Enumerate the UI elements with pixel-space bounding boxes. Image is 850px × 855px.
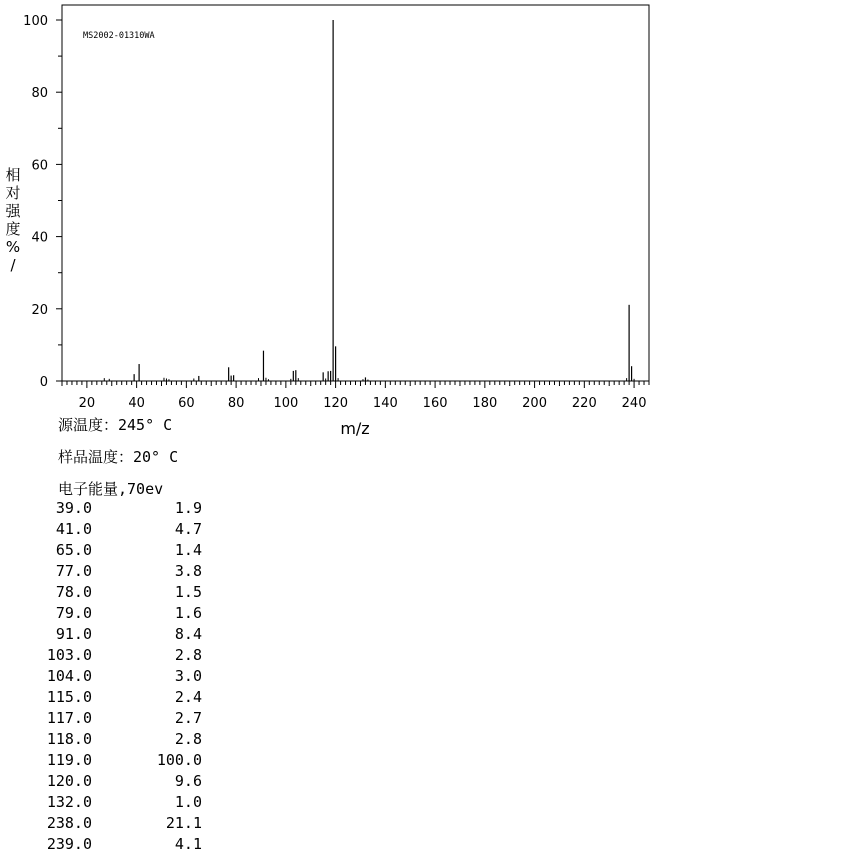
peak-table xyxy=(20,498,202,855)
spectrum-id: MS2002-01310WA xyxy=(83,31,155,41)
x-tick-label: 100 xyxy=(273,396,299,411)
peak-intensity-value: 1.5 xyxy=(174,583,202,601)
peak-mz-value: 119.0 xyxy=(46,751,92,769)
peak-intensity-value: 2.8 xyxy=(174,730,202,748)
peak-table-row xyxy=(20,666,202,687)
peak-intensity-value: 9.6 xyxy=(174,772,202,790)
peak-table-row xyxy=(20,708,202,729)
peak-mz-value: 104.0 xyxy=(46,667,92,685)
peak-mz-value: 41.0 xyxy=(55,520,92,538)
peak-intensity-value: 3.0 xyxy=(174,667,202,685)
peak-table-row xyxy=(20,624,202,645)
peak-table-row xyxy=(20,603,202,624)
peak-intensity-value: 1.6 xyxy=(174,604,202,622)
y-axis-label xyxy=(5,166,21,274)
x-axis xyxy=(62,381,649,411)
y-tick-label: 40 xyxy=(31,230,48,246)
peak-intensity-value: 3.8 xyxy=(174,562,202,580)
source-temperature: 源温度：245° C xyxy=(58,416,173,434)
peak-intensity-value: 4.7 xyxy=(174,520,202,538)
peak-intensity-value: 1.0 xyxy=(174,793,202,811)
peak-mz-value: 77.0 xyxy=(55,562,92,580)
peak-mz-value: 117.0 xyxy=(46,709,92,727)
y-tick-label: 80 xyxy=(31,86,48,102)
y-axis xyxy=(23,14,62,390)
peak-mz-value: 238.0 xyxy=(46,814,92,832)
y-tick-label: 100 xyxy=(23,14,48,29)
peak-bars xyxy=(104,20,634,381)
x-tick-label: 140 xyxy=(372,396,398,411)
peak-intensity-value: 2.4 xyxy=(174,688,202,706)
y-tick-label: 0 xyxy=(39,375,48,390)
x-tick-label: 80 xyxy=(227,396,245,411)
y-tick-label: 60 xyxy=(31,158,48,174)
x-tick-label: 240 xyxy=(621,396,647,411)
peak-intensity-value: 4.1 xyxy=(174,835,202,853)
peak-table-row xyxy=(20,498,202,519)
peak-mz-value: 91.0 xyxy=(55,625,92,643)
peak-mz-value: 79.0 xyxy=(55,604,92,622)
x-tick-label: 220 xyxy=(571,396,597,411)
peak-table-row xyxy=(20,561,202,582)
y-label-char: % xyxy=(5,238,21,256)
x-tick-label: 20 xyxy=(78,396,96,411)
peak-table-row xyxy=(20,813,202,834)
y-label-char: 相 xyxy=(5,166,21,184)
x-tick-label: 120 xyxy=(323,396,349,411)
y-label-char: 对 xyxy=(5,184,21,202)
peak-intensity-value: 2.8 xyxy=(174,646,202,664)
peak-table-row xyxy=(20,750,202,771)
peak-table-row xyxy=(20,519,202,540)
peak-intensity-value: 8.4 xyxy=(174,625,202,643)
electron-energy: 电子能量,70ev xyxy=(58,480,164,498)
peak-intensity-value: 2.7 xyxy=(174,709,202,727)
y-label-char: / xyxy=(10,256,16,274)
peak-mz-value: 39.0 xyxy=(55,499,92,517)
peak-mz-value: 132.0 xyxy=(46,793,92,811)
peak-table-row xyxy=(20,729,202,750)
peak-table-row xyxy=(20,834,202,855)
y-label-char: 强 xyxy=(5,202,21,220)
peak-mz-value: 103.0 xyxy=(46,646,92,664)
x-tick-label: 40 xyxy=(128,396,145,411)
plot-frame xyxy=(62,5,649,381)
peak-mz-value: 239.0 xyxy=(46,835,92,853)
peak-intensity-value: 1.4 xyxy=(174,541,202,559)
x-axis-label: m/z xyxy=(340,419,370,438)
x-tick-label: 60 xyxy=(178,396,195,411)
peak-intensity-value: 100.0 xyxy=(156,751,202,769)
peak-mz-value: 65.0 xyxy=(55,541,92,559)
peak-table-row xyxy=(20,645,202,666)
peak-mz-value: 120.0 xyxy=(46,772,92,790)
peak-table-row xyxy=(20,792,202,813)
peak-mz-value: 78.0 xyxy=(55,583,92,601)
peak-intensity-value: 21.1 xyxy=(165,814,202,832)
x-tick-label: 180 xyxy=(472,396,498,411)
sample-temperature: 样品温度：20° C xyxy=(58,448,179,466)
peak-table-row xyxy=(20,582,202,603)
peak-table-row xyxy=(20,687,202,708)
y-tick-label: 20 xyxy=(31,302,48,318)
peak-intensity-value: 1.9 xyxy=(174,499,202,517)
peak-mz-value: 118.0 xyxy=(46,730,92,748)
peak-table-row xyxy=(20,540,202,561)
x-tick-label: 160 xyxy=(422,396,448,411)
x-tick-label: 200 xyxy=(522,396,547,411)
y-label-char: 度 xyxy=(5,220,21,238)
peak-table-row xyxy=(20,771,202,792)
peak-mz-value: 115.0 xyxy=(46,688,92,706)
